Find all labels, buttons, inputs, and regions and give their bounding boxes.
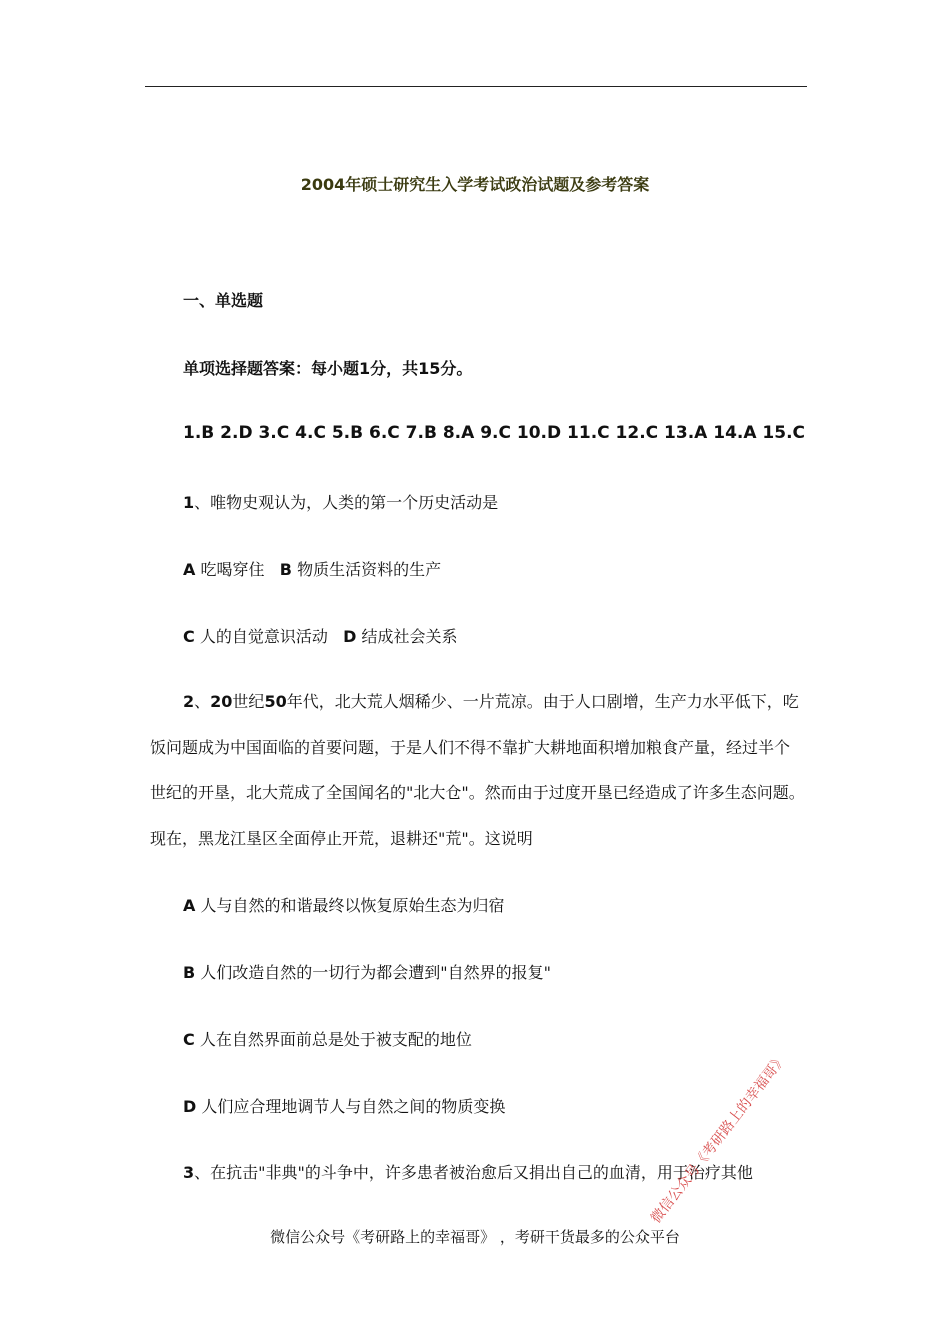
option-letter: D <box>343 627 357 646</box>
option-letter: D <box>183 1097 197 1116</box>
q1-options-cd <box>183 624 458 647</box>
option-text: 人与自然的和谐最终以恢复原始生态为归宿 <box>200 896 505 915</box>
q2-option-d <box>183 1094 505 1117</box>
option-text: 物质生活资料的生产 <box>297 560 442 579</box>
option-letter: A <box>183 560 196 579</box>
page-footer: 微信公众号《考研路上的幸福哥》 ，考研干货最多的公众平台 <box>270 1228 680 1246</box>
option-letter: C <box>183 627 195 646</box>
option-text: 人们改造自然的一切行为都会遭到"自然界的报复" <box>200 963 552 982</box>
option-letter: C <box>183 1030 195 1049</box>
question-number: 3 <box>183 1163 195 1182</box>
option-text: 人在自然界面前总是处于被支配的地位 <box>199 1030 472 1049</box>
question-text: 世纪 <box>232 692 265 711</box>
q2-option-c <box>183 1027 472 1050</box>
option-text: 人的自觉意识活动 <box>199 627 328 646</box>
section-heading: 一、单选题 <box>183 291 264 310</box>
number-20: 20 <box>210 692 233 711</box>
question-text: 、在抗击"非典"的斗争中，许多患者被治愈后又捐出自己的血清，用于治疗其他 <box>194 1163 753 1182</box>
question-2 <box>150 679 805 861</box>
option-letter: B <box>279 560 292 579</box>
q1-options-ab <box>183 557 441 580</box>
answer-intro: 单项选择题答案：每小题1分，共15分。 <box>183 359 473 378</box>
option-text: 吃喝穿住 <box>200 560 265 579</box>
q2-option-a <box>183 893 505 916</box>
question-text: 年代，北大荒人烟稀少、一片荒凉。由于人口剧增，生产力水平低下，吃饭问题成为中国面临的首要问题，于是人们不得不靠扩大耕地面积增加粮食产量，经过半个世纪的开垦，北大荒成了全国闻名的"北大仓"。然而由于过度开垦已经造成了许多生态问题。现在，黑龙江垦区全面停止开荒，退耕还"荒"。这说明 <box>150 692 805 848</box>
q2-option-b <box>183 960 551 983</box>
option-text: 结成社会关系 <box>361 627 458 646</box>
option-letter: A <box>183 896 196 915</box>
question-separator: 、 <box>194 692 211 711</box>
header-rule <box>145 86 807 87</box>
question-3 <box>183 1160 753 1183</box>
question-text: 、唯物史观认为，人类的第一个历史活动是 <box>194 493 499 512</box>
number-50: 50 <box>264 692 287 711</box>
option-letter: B <box>183 963 196 982</box>
question-1 <box>183 490 498 513</box>
option-text: 人们应合理地调节人与自然之间的物质变换 <box>201 1097 506 1116</box>
answer-key: 1.B 2.D 3.C 4.C 5.B 6.C 7.B 8.A 9.C 10.D 11.C 12.C 13.A 14.A 15.C <box>183 423 806 443</box>
watermark-stamp: 微信公众号《考研路上的幸福哥》 <box>647 1051 790 1227</box>
question-number: 2 <box>183 692 195 711</box>
question-number: 1 <box>183 493 195 512</box>
document-title: 2004年硕士研究生入学考试政治试题及参考答案 <box>300 175 650 194</box>
